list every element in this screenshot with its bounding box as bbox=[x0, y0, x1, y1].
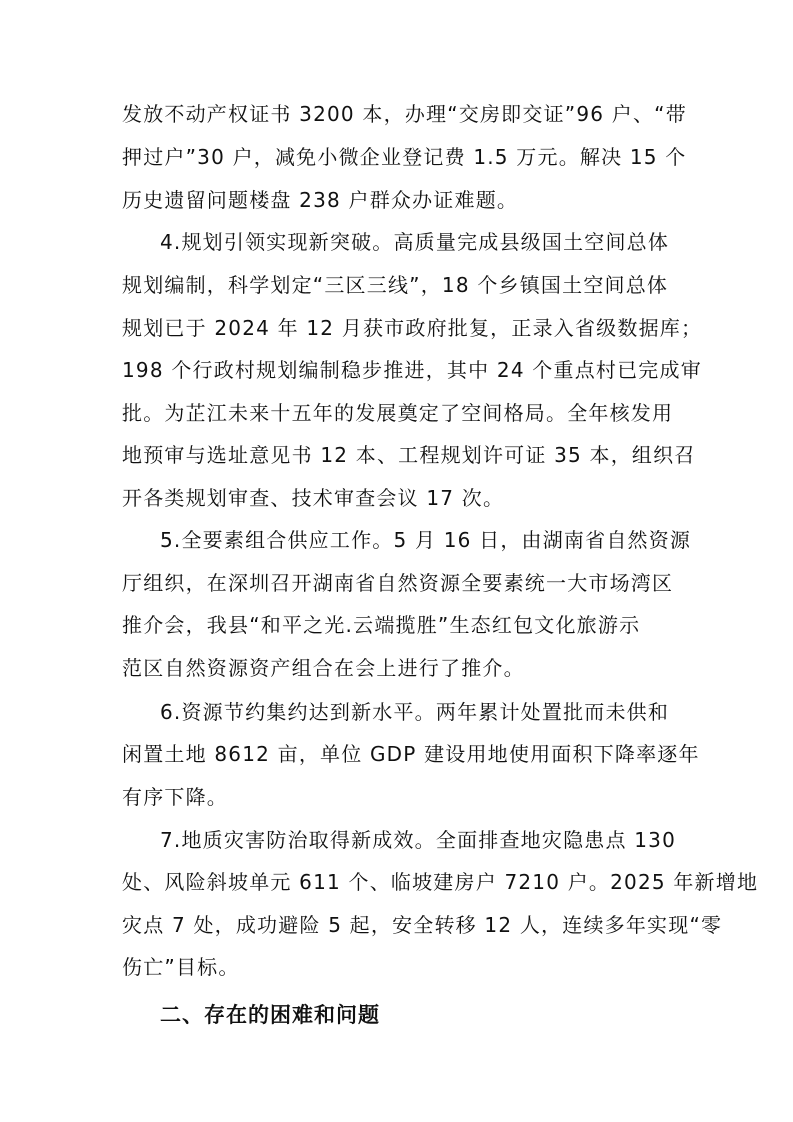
text-line: 4.规划引领实现新突破。高质量完成县级国土空间总体 bbox=[160, 230, 670, 254]
text-line: 伤亡”目标。 bbox=[122, 955, 240, 979]
text-line: 灾点 7 处，成功避险 5 起，安全转移 12 人，连续多年实现“零 bbox=[122, 913, 723, 937]
text-line: 地预审与选址意见书 12 本、工程规划许可证 35 本，组织召 bbox=[122, 443, 696, 467]
text-line: 处、风险斜坡单元 611 个、临坡建房户 7210 户。2025 年新增地 bbox=[122, 870, 759, 894]
text-line: 6.资源节约集约达到新水平。两年累计处置批而未供和 bbox=[160, 700, 670, 724]
text-line: 规划已于 2024 年 12 月获市政府批复，正录入省级数据库； bbox=[122, 316, 703, 340]
text-line: 开各类规划审查、技术审查会议 17 次。 bbox=[122, 486, 505, 510]
text-line: 7.地质灾害防治取得新成效。全面排查地灾隐患点 130 bbox=[160, 828, 677, 852]
text-line: 推介会，我县“和平之光.云端揽胜”生态红包文化旅游示 bbox=[122, 613, 641, 637]
section-heading: 二、存在的困难和问题 bbox=[160, 1003, 380, 1027]
text-line: 发放不动产权证书 3200 本，办理“交房即交证”96 户、“带 bbox=[122, 102, 687, 126]
text-line: 规划编制，科学划定“三区三线”，18 个乡镇国土空间总体 bbox=[122, 273, 669, 297]
text-line: 闲置土地 8612 亩，单位 GDP 建设用地使用面积下降率逐年 bbox=[122, 742, 700, 766]
text-line: 批。为芷江未来十五年的发展奠定了空间格局。全年核发用 bbox=[122, 401, 674, 425]
text-line: 押过户”30 户，减免小微企业登记费 1.5 万元。解决 15 个 bbox=[122, 145, 687, 169]
text-line: 历史遗留问题楼盘 238 户群众办证难题。 bbox=[122, 188, 519, 212]
text-line: 有序下降。 bbox=[122, 785, 228, 809]
text-line: 198 个行政村规划编制稳步推进，其中 24 个重点村已完成审 bbox=[122, 358, 702, 382]
text-line: 厅组织，在深圳召开湖南省自然资源全要素统一大市场湾区 bbox=[122, 571, 674, 595]
text-line: 5.全要素组合供应工作。5 月 16 日，由湖南省自然资源 bbox=[160, 528, 692, 552]
text-line: 范区自然资源资产组合在会上进行了推介。 bbox=[122, 656, 525, 680]
